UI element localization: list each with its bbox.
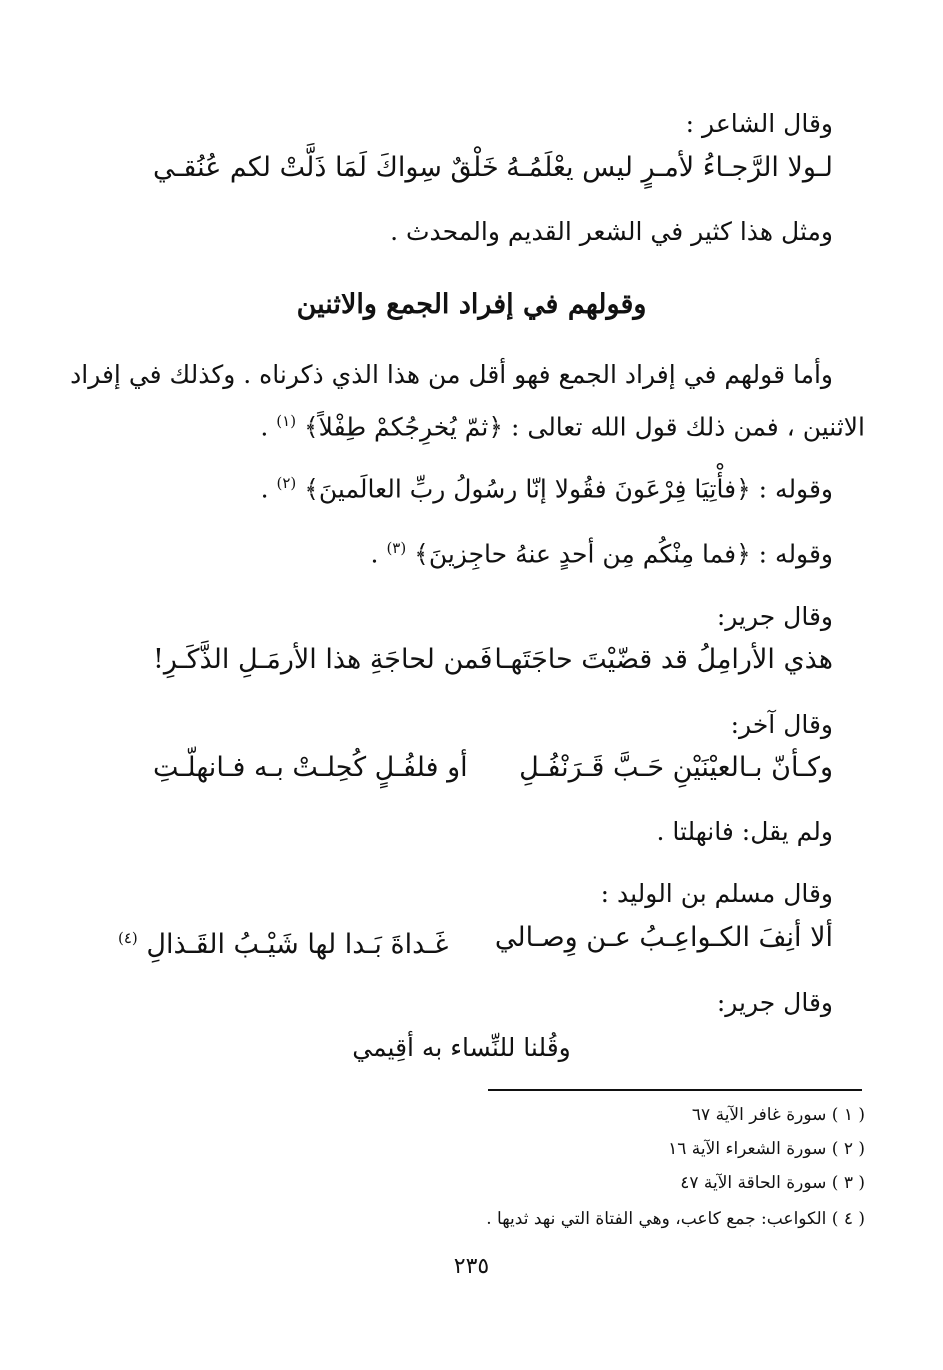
footnote-ref-4: (٤): [118, 929, 138, 947]
poet-intro-3: وقال آخر:: [730, 710, 833, 739]
text-line-3: ولم يقل: فانهلتا .: [656, 817, 833, 846]
verse-5: وقُلنا للنِّساء به أقِيمي: [352, 1033, 571, 1062]
text-line-2: ومثل هذا كثير في الشعر القديم والمحدث .: [390, 217, 833, 246]
footnote-ref-1: (١): [276, 412, 297, 430]
period: .: [370, 539, 379, 569]
verse-1-hemistich-1: لـولا الرَّجـاءُ لأمـرٍ ليس يعْلَمُـهُ: [506, 152, 833, 183]
footnote-ref-3: (٣): [386, 539, 407, 557]
verse-3-hemistich-1: وكـأنّ بـالعيْنَيْنِ حَـبَّ قَـرَنْفُـلِ: [519, 752, 833, 783]
verse-3: [153, 750, 833, 786]
footnote-divider: [488, 1089, 862, 1091]
verse-4-hemistich-1: ألا أنِفَ الكـواعِـبُ عـن وِصـالي: [494, 922, 833, 953]
verse-4-hemistich-2: غَـداةَ بَـدا لها شَيْـبُ القَـذالِ: [146, 929, 449, 960]
paragraph-line-1: وأما قولهم في إفراد الجمع فهو أقل من هذا الذي ذكرناه . وكذلك في إفراد: [70, 360, 833, 389]
footnote-ref-2: (٢): [276, 474, 297, 492]
page-number: ٢٣٥: [453, 1254, 490, 1279]
verse-2: [153, 642, 833, 678]
footnote-4: ( ٤ ) الكواعب: جمع كاعب، وهي الفتاة التي نهد ثديها .: [486, 1209, 865, 1229]
quran-quote-2-line: [261, 465, 833, 507]
verse-1-hemistich-2: خَلْقٌ سِواكَ لَمَا ذَلَّتْ لكم عُنُقـي: [153, 152, 499, 183]
quran-quote-3: وقوله : ﴿فما مِنْكُم مِن أحدٍ عنهُ حاجِزينَ﴾: [414, 539, 833, 569]
section-heading: وقولهم في إفراد الجمع والاثنين: [296, 289, 647, 320]
footnote-2: ( ٢ ) سورة الشعراء الآية ١٦: [668, 1139, 865, 1159]
verse-1: [153, 150, 833, 186]
period: .: [260, 412, 269, 442]
poet-intro-2: وقال جرير:: [716, 602, 833, 631]
poet-intro-1: وقال الشاعر :: [685, 109, 833, 138]
period: .: [260, 474, 269, 504]
verse-3-hemistich-2: أو فلفُـلٍ كُحِلـتْ بـه فـانهلّـتِ: [153, 752, 468, 783]
poet-intro-5: وقال جرير:: [716, 988, 833, 1017]
verse-2-hemistich-2: فَمن لحاجَةِ هذا الأرمَـلِ الذَّكَـرِ!: [153, 644, 493, 675]
verse-4-hemistich-2-wrap: [118, 920, 448, 963]
paragraph-line-2: [260, 403, 865, 445]
quran-quote-2: وقوله : ﴿فأْتِيَا فِرْعَونَ فقُولا إنّا رسُولُ ربِّ العالَمينَ﴾: [304, 474, 833, 504]
quran-quote-3-line: [371, 530, 833, 572]
footnote-3: ( ٣ ) سورة الحاقة الآية ٤٧: [680, 1173, 865, 1193]
footnote-1: ( ١ ) سورة غافر الآية ٦٧: [691, 1105, 865, 1125]
quran-quote-1: الاثنين ، فمن ذلك قول الله تعالى : ﴿ثمّ يُخرِجُكمْ طِفْلاً﴾: [304, 412, 865, 442]
verse-2-hemistich-1: هذي الأرامِلُ قد قضّيْتَ حاجَتَهـا: [494, 644, 833, 675]
poet-intro-4: وقال مسلم بن الوليد :: [600, 879, 833, 908]
verse-4: [118, 920, 833, 963]
